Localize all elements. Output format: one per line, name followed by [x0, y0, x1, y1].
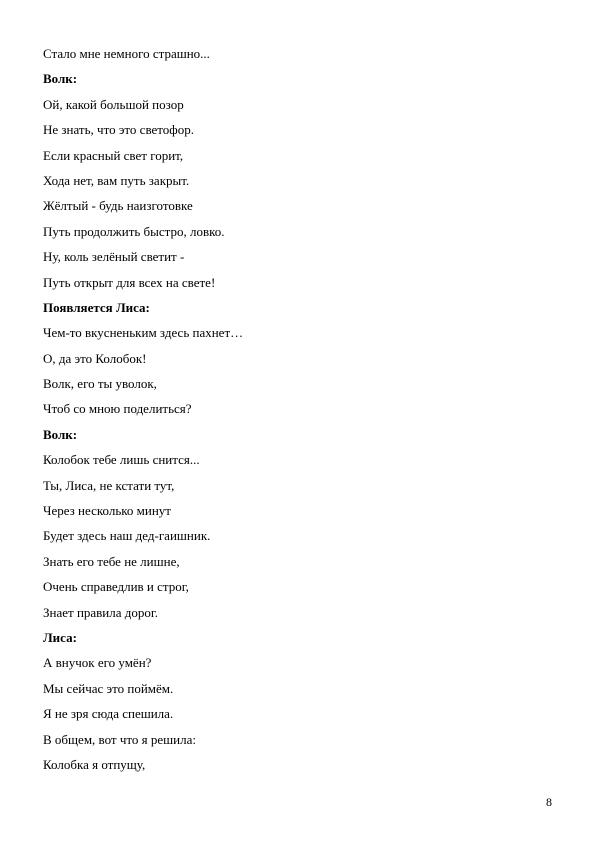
verse-line: Колобок тебе лишь снится...: [43, 452, 200, 468]
speaker-label: Лиса:: [43, 629, 77, 645]
verse-line: Чем-то вкусненьким здесь пахнет…: [43, 325, 244, 341]
verse-line: Жёлтый - будь наизготовке: [43, 198, 193, 214]
verse-line: А внучок его умён?: [43, 655, 152, 671]
verse-line: Хода нет, вам путь закрыт.: [43, 172, 190, 188]
verse-line: Знает правила дорог.: [43, 604, 159, 620]
verse-line: Будет здесь наш дед-гаишник.: [43, 528, 211, 544]
verse-line: Не знать, что это светофор.: [43, 122, 194, 138]
script-text: [43, 41, 553, 777]
verse-line: Колобка я отпущу,: [43, 756, 146, 772]
verse-line: Ты, Лиса, не кстати тут,: [43, 477, 175, 493]
verse-line: Чтоб со мною поделиться?: [43, 401, 192, 417]
verse-line: Знать его тебе не лишне,: [43, 553, 180, 569]
verse-line: Волк, его ты уволок,: [43, 376, 157, 392]
verse-line: Ой, какой большой позор: [43, 96, 184, 112]
verse-line: Путь продолжить быстро, ловко.: [43, 223, 225, 239]
verse-line: Очень справедлив и строг,: [43, 579, 189, 595]
verse-line: Ну, коль зелёный светит -: [43, 249, 185, 265]
verse-line: Я не зря сюда спешила.: [43, 706, 174, 722]
verse-line: Если красный свет горит,: [43, 147, 184, 163]
verse-line: Стало мне немного страшно...: [43, 46, 210, 61]
speaker-label: Появляется Лиса:: [43, 299, 150, 315]
verse-line: В общем, вот что я решила:: [43, 731, 196, 747]
verse-line: О, да это Колобок!: [43, 350, 147, 366]
verse-line: Мы сейчас это поймём.: [43, 680, 174, 696]
page-number: 8: [546, 795, 552, 809]
verse-line: Через несколько минут: [43, 503, 171, 519]
speaker-label: Волк:: [43, 71, 78, 87]
verse-line: Путь открыт для всех на свете!: [43, 274, 216, 290]
speaker-label: Волк:: [43, 426, 78, 442]
